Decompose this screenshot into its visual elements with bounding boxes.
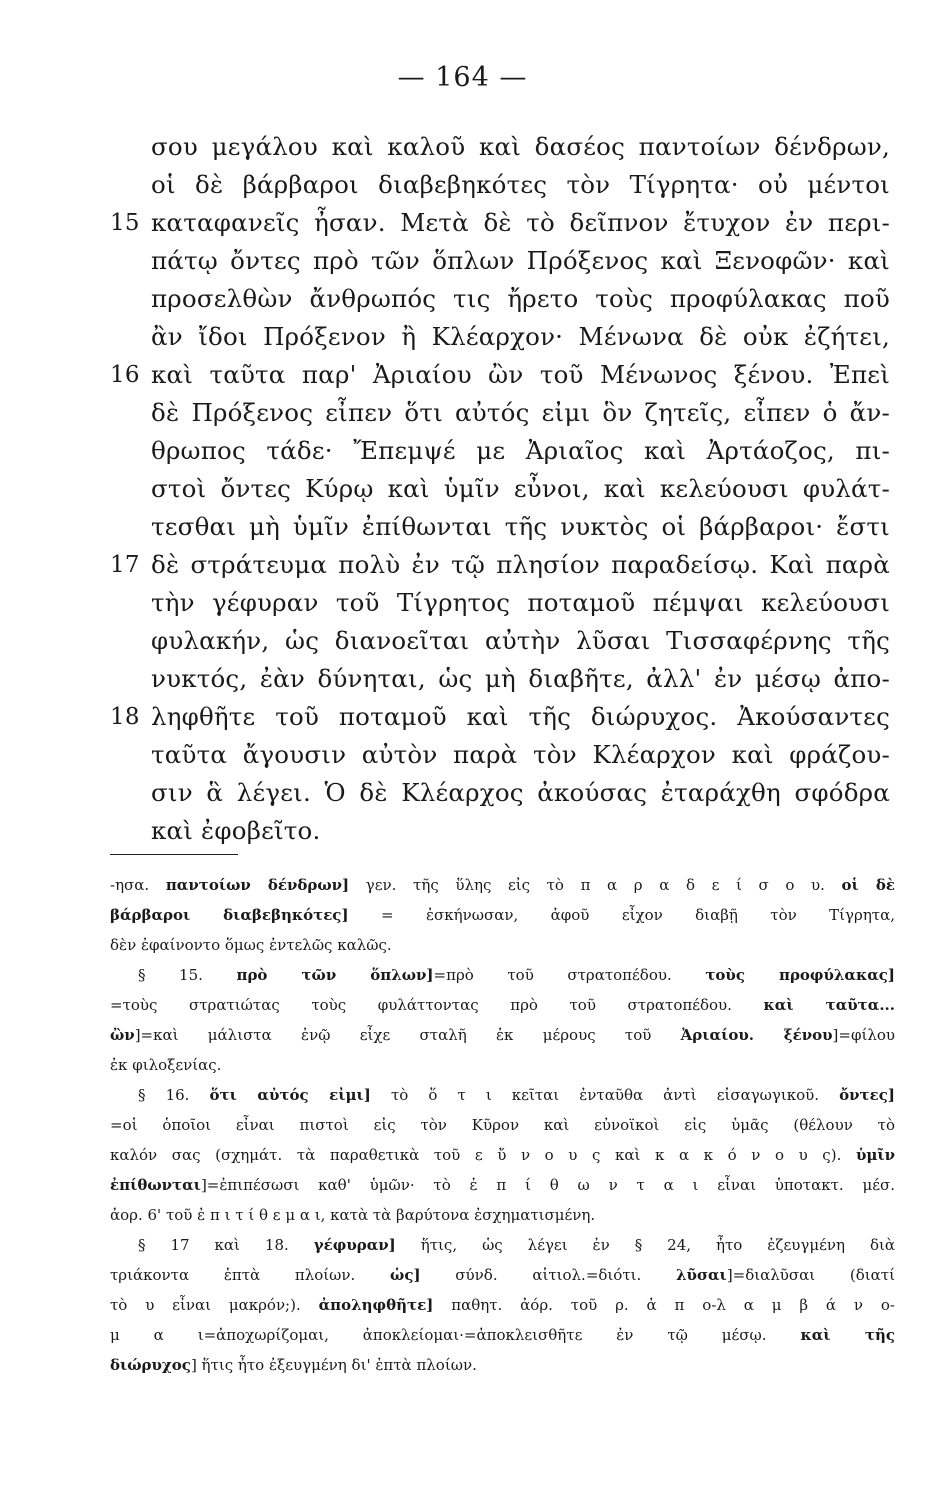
page-number: — 164 —	[397, 62, 528, 93]
footnote-text: ]=διαλῦσαι (διατί	[726, 1266, 895, 1284]
footnote-line	[110, 1110, 895, 1140]
footnote-lemma: ὢν	[110, 1026, 135, 1044]
line-text: προσελθὼν ἄνθρωπός τις ἤρετο τοὺς προφύλακας ποῦ	[151, 284, 890, 313]
footnote-line	[110, 1350, 895, 1380]
line-text: ταῦτα ἄγουσιν αὐτὸν παρὰ τὸν Κλέαρχον καὶ φράζου-	[151, 740, 890, 769]
footnote-lemma: λῦσαι	[676, 1266, 727, 1284]
footnote-line	[110, 1140, 895, 1170]
line-text: καταφανεῖς ἦσαν. Μετὰ δὲ τὸ δεῖπνον ἔτυχον ἐν περι-	[151, 208, 890, 237]
text-line	[110, 774, 890, 812]
line-text: σου μεγάλου καὶ καλοῦ καὶ δασέος παντοίων δένδρων,	[151, 132, 890, 161]
footnote-text: § 16.	[138, 1086, 210, 1104]
footnote-text: ]=φίλου	[832, 1026, 896, 1044]
footnote-text: =τοὺς στρατιώτας τοὺς φυλάττοντας πρὸ τοῦ στρατοπέδου.	[110, 996, 764, 1014]
footnote-line	[110, 930, 895, 960]
footnote-text: τριάκοντα ἑπτὰ πλοίων.	[110, 1266, 391, 1284]
text-line	[110, 128, 890, 166]
footnotes	[110, 870, 900, 1380]
footnote-divider	[110, 854, 238, 855]
footnote-text: σύνδ. αἰτιολ.=διότι.	[420, 1266, 677, 1284]
footnote-lemma: γέφυραν]	[313, 1236, 396, 1254]
footnote-text: τὸ υ εἶναι μακρόν;).	[110, 1296, 319, 1314]
footnote-text: δὲν ἐφαίνοντο ὅμως ἐντελῶς καλῶς.	[110, 936, 392, 954]
footnote-text: ἥτις, ὡς λέγει ἐν § 24, ἦτο ἐζευγμένη διὰ	[395, 1236, 895, 1254]
footnote-text: παθητ. ἀόρ. τοῦ ρ. ἀ π ο-λ α μ β ά ν ο-	[433, 1296, 896, 1314]
footnote-text: = ἐσκήνωσαν, ἀφοῦ εἶχον διαβῇ τὸν Τίγρητα,	[348, 906, 896, 924]
text-line	[110, 166, 890, 204]
line-text: ληφθῆτε τοῦ ποταμοῦ καὶ τῆς διώρυχος. Ἀκούσαντες	[151, 702, 890, 731]
footnote-line	[110, 900, 895, 930]
text-line	[110, 280, 890, 318]
line-text: στοὶ ὄντες Κύρῳ καὶ ὑμῖν εὖνοι, καὶ κελεύουσι φυλάτ-	[151, 474, 890, 503]
text-line	[110, 394, 890, 432]
text-line	[110, 546, 890, 584]
line-text: δὲ Πρόξενος εἶπεν ὅτι αὐτός εἰμι ὃν ζητεῖς, εἶπεν ὁ ἄν-	[151, 398, 890, 427]
footnote-lemma: ὅτι αὐτός εἰμι]	[209, 1086, 371, 1104]
text-line	[110, 242, 890, 280]
footnote-text: ]=ἐπιπέσωσι καθ' ὑμῶν· τὸ ἐ π ί θ ω ν τ α ι εἶναι ὑποτακτ. μέσ.	[200, 1176, 895, 1194]
footnote-lemma: ἀποληφθῆτε]	[318, 1296, 434, 1314]
footnote-line	[110, 1080, 895, 1110]
footnote-text: -ησα.	[110, 876, 166, 894]
footnote-line	[110, 1290, 895, 1320]
footnote-lemma: οἱ δὲ	[841, 876, 896, 894]
text-line	[110, 470, 890, 508]
footnote-lemma: ὡς]	[390, 1266, 421, 1284]
text-line	[110, 318, 890, 356]
footnote-line	[110, 960, 895, 990]
footnote-lemma: ἐπίθωνται	[110, 1176, 201, 1194]
footnote-text: γεν. τῆς ὕλης εἰς τὸ π α ρ α δ ε ί σ ο υ.	[349, 876, 842, 894]
main-text	[110, 128, 890, 850]
text-line	[110, 432, 890, 470]
footnote-lemma: τοὺς προφύλακας]	[705, 966, 895, 984]
text-line	[110, 508, 890, 546]
footnote-lemma: βάρβαροι διαβεβηκότες]	[110, 906, 349, 924]
text-line	[110, 356, 890, 394]
text-line	[110, 812, 890, 850]
line-text: τὴν γέφυραν τοῦ Τίγρητος ποταμοῦ πέμψαι κελεύουσι	[151, 588, 890, 617]
line-text: δὲ στράτευμα πολὺ ἐν τῷ πλησίον παραδείσῳ. Καὶ παρὰ	[151, 550, 890, 579]
footnote-lemma: ὄντες]	[839, 1086, 895, 1104]
footnote-line	[110, 1320, 895, 1350]
footnote-text: ἐκ φιλοξενίας.	[110, 1056, 222, 1074]
footnote-line	[110, 1260, 895, 1290]
footnote-lemma: διώρυχος	[110, 1356, 191, 1374]
line-text: ἂν ἴδοι Πρόξενον ἢ Κλέαρχον· Μένωνα δὲ οὐκ ἐζήτει,	[151, 322, 890, 351]
section-number: 18	[110, 704, 140, 730]
footnote-lemma: ὑμῖν	[855, 1146, 895, 1164]
footnote-text: τὸ ὅ τ ι κεῖται ἐνταῦθα ἀντὶ εἰσαγωγικοῦ.	[370, 1086, 840, 1104]
footnote-lemma: παντοίων δένδρων]	[165, 876, 350, 894]
footnote-text: =οἱ ὁποῖοι εἶναι πιστοὶ εἰς τὸν Κῦρον καὶ εὐνοϊκοὶ εἰς ὑμᾶς (θέλουν τὸ	[110, 1116, 895, 1134]
footnote-text: ἀορ. 6' τοῦ ἐ π ι τ ί θ ε μ α ι, κατὰ τὰ βαρύτονα ἐσχηματισμένη.	[110, 1206, 596, 1224]
line-text: σιν ἃ λέγει. Ὁ δὲ Κλέαρχος ἀκούσας ἐταράχθη σφόδρα	[151, 778, 890, 807]
line-text: φυλακήν, ὡς διανοεῖται αὐτὴν λῦσαι Τισσαφέρνης τῆς	[151, 626, 890, 655]
line-text: καὶ ταῦτα παρ' Ἀριαίου ὢν τοῦ Μένωνος ξένου. Ἐπεὶ	[151, 360, 890, 389]
line-text: τεσθαι μὴ ὑμῖν ἐπίθωνται τῆς νυκτὸς οἱ βάρβαροι· ἔστι	[151, 512, 890, 541]
footnote-text: § 17 καὶ 18.	[138, 1236, 314, 1254]
footnote-text: ] ἥτις ἦτο ἐξευγμένη δι' ἑπτὰ πλοίων.	[190, 1356, 477, 1374]
footnote-text: § 15.	[138, 966, 237, 984]
footnote-text: ]=καὶ μάλιστα ἐνῷ εἶχε σταλῆ ἐκ μέρους τοῦ	[134, 1026, 681, 1044]
text-line	[110, 622, 890, 660]
section-number: 16	[110, 362, 140, 388]
footnote-line	[110, 1230, 895, 1260]
footnote-lemma: πρὸ τῶν ὅπλων]	[236, 966, 434, 984]
footnote-lemma: Ἀριαίου. ξένου	[680, 1026, 833, 1044]
footnote-lemma: καὶ τῆς	[800, 1326, 895, 1344]
text-line	[110, 204, 890, 242]
footnote-text: καλόν σας (σχημάτ. τὰ παραθετικὰ τοῦ ε ὔ ν ο υ ς καὶ κ α κ ό ν ο υ ς).	[110, 1146, 856, 1164]
footnote-line	[110, 1050, 895, 1080]
footnote-line	[110, 1170, 895, 1200]
text-line	[110, 736, 890, 774]
footnote-text: μ α ι=ἀποχωρίζομαι, ἀποκλείομαι·=ἀποκλεισθῆτε ἐν τῷ μέσῳ.	[110, 1326, 801, 1344]
footnote-line	[110, 1020, 895, 1050]
section-number: 15	[110, 210, 140, 236]
footnote-lemma: καὶ ταῦτα...	[763, 996, 895, 1014]
text-line	[110, 660, 890, 698]
line-text: θρωπος τάδε· Ἔπεμψέ με Ἀριαῖος καὶ Ἀρτάοζος, πι-	[151, 436, 890, 465]
footnote-line	[110, 870, 895, 900]
line-text: οἱ δὲ βάρβαροι διαβεβηκότες τὸν Τίγρητα· οὐ μέντοι	[151, 170, 890, 199]
text-line	[110, 698, 890, 736]
section-number: 17	[110, 552, 140, 578]
line-text: νυκτός, ἐὰν δύνηται, ὡς μὴ διαβῆτε, ἀλλ' ἐν μέσῳ ἀπο-	[151, 664, 890, 693]
text-line	[110, 584, 890, 622]
footnote-text: =πρὸ τοῦ στρατοπέδου.	[433, 966, 706, 984]
line-text: πάτῳ ὄντες πρὸ τῶν ὅπλων Πρόξενος καὶ Ξενοφῶν· καὶ	[151, 246, 890, 275]
footnote-line	[110, 990, 895, 1020]
footnote-line	[110, 1200, 895, 1230]
line-text: καὶ ἐφοβεῖτο.	[151, 816, 321, 845]
